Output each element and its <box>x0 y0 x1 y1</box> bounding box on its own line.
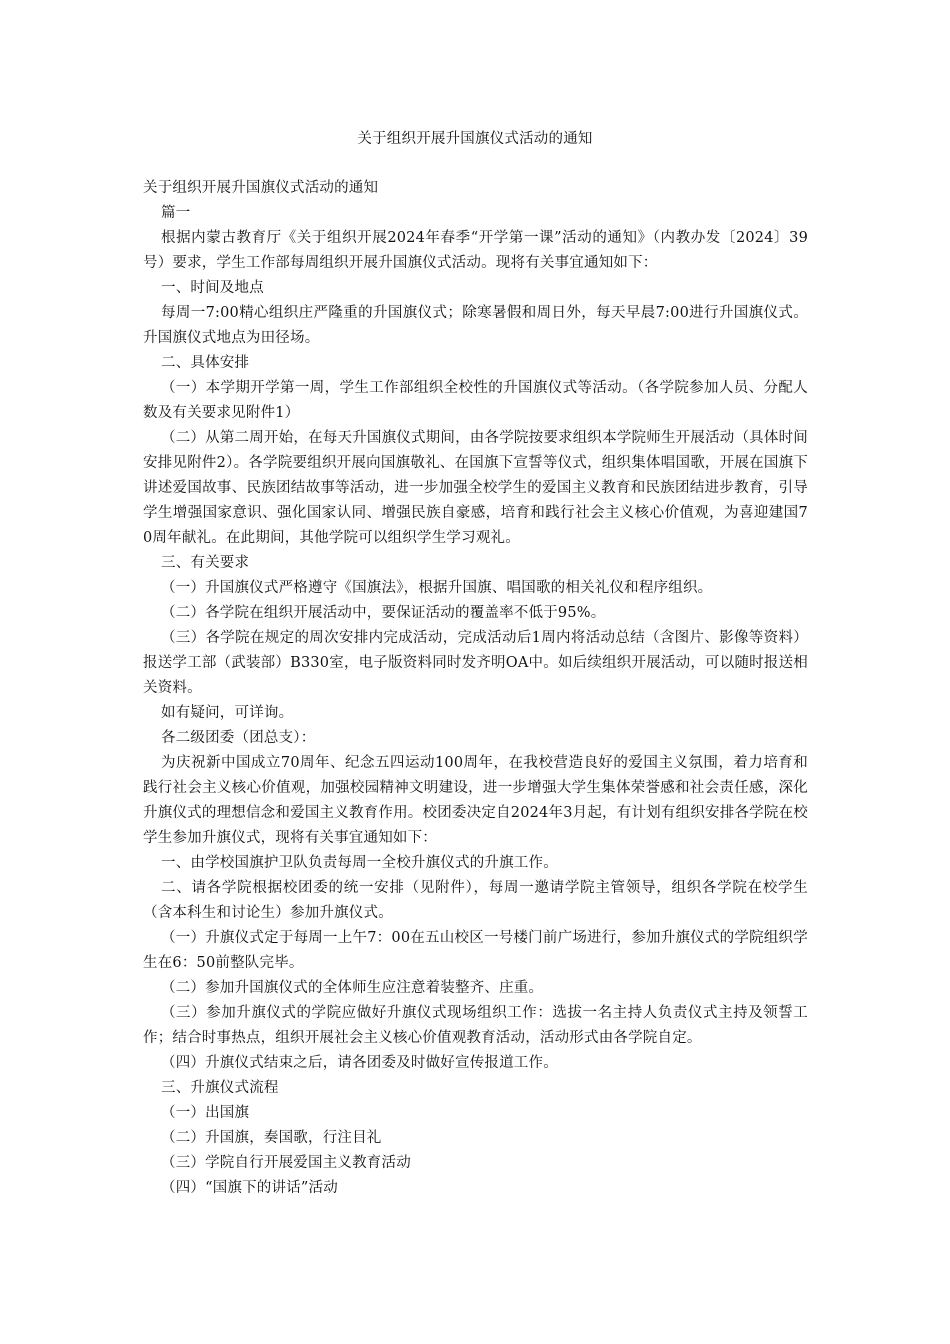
ceremony-item-4: （四）升旗仪式结束之后，请各团委及时做好宣传报道工作。 <box>161 1055 558 1071</box>
requirement-item-1: （一）升国旗仪式严格遵守《国旗法》，根据升国旗、唱国歌的相关礼仪和程序组织。 <box>161 580 713 596</box>
college-arrangement-line: 二、请各学院根据校团委的统一安排（见附件），每周一邀请学院主管领导，组织各学院在校学生（含本科生和讨论生）参加升旗仪式。 <box>143 880 808 921</box>
requirement-item-3: （三）各学院在规定的周次安排内完成活动，完成活动后1周内将活动总结（含图片、影像等资料）报送学工部（武装部）B330室，电子版资料同时发齐明OA中。如后续组织开展活动，可以随时报送相关资料。 <box>143 630 808 696</box>
requirement-item-2: （二）各学院在组织开展活动中，要保证活动的覆盖率不低于95%。 <box>161 605 606 621</box>
intro-paragraph: 根据内蒙古教育厅《关于组织开展2024年春季“开学第一课”活动的通知》（内教办发〔2024〕39号）要求，学生工作部每周组织开展升国旗仪式活动。现将有关事宜通知如下： <box>143 230 808 271</box>
procedure-step-3: （三）学院自行开展爱国主义教育活动 <box>161 1155 411 1171</box>
procedure-step-2: （二）升国旗，奏国歌，行注目礼 <box>161 1130 382 1146</box>
inquiry-line: 如有疑问，可详询。 <box>161 705 294 721</box>
arrangement-item-1: （一）本学期开学第一周，学生工作部组织全校性的升国旗仪式等活动。（各学院参加人员、分配人数及有关要求见附件1） <box>143 380 808 421</box>
document-title: 关于组织开展升国旗仪式活动的通知 <box>357 131 593 147</box>
league-intro-paragraph: 为庆祝新中国成立70周年、纪念五四运动100周年，在我校营造良好的爱国主义氛围，着力培育和践行社会主义核心价值观，加强校园精神文明建设，进一步增强大学生集体荣誉感和社会责任感，深化升旗仪式的理想信念和爱国主义教育作用。校团委决定自2024年3月起，有计划有组织安排各学院在校学生参加升旗仪式，现将有关事宜通知如下： <box>143 755 808 846</box>
section-label-pian-yi: 篇一 <box>161 205 191 221</box>
salutation-line: 各二级团委（团总支）： <box>161 730 316 746</box>
body-heading: 关于组织开展升国旗仪式活动的通知 <box>143 180 379 196</box>
procedure-step-4: （四）“国旗下的讲话”活动 <box>161 1180 338 1196</box>
flag-guard-line: 一、由学校国旗护卫队负责每周一全校升旗仪式的升旗工作。 <box>161 855 558 871</box>
ceremony-item-1: （一）升旗仪式定于每周一上午7：00在五山校区一号楼门前广场进行，参加升旗仪式的学院组织学生在6：50前整队完毕。 <box>143 930 808 971</box>
arrangement-item-2: （二）从第二周开始，在每天升国旗仪式期间，由各学院按要求组织本学院师生开展活动（具体时间安排见附件2）。各学院要组织开展向国旗敬礼、在国旗下宣誓等仪式，组织集体唱国歌，开展在国旗下讲述爱国故事、民族团结故事等活动，进一步加强全校学生的爱国主义教育和民族团结进步教育，引导学生增强国家意识、强化国家认同、增强民族自豪感，培育和践行社会主义核心价值观，为喜迎建国70周年献礼。在此期间，其他学院可以组织学生学习观礼。 <box>143 430 808 546</box>
section-heading-arrangement: 二、具体安排 <box>161 355 250 371</box>
section-heading-requirements: 三、有关要求 <box>161 555 250 571</box>
section-heading-time-location: 一、时间及地点 <box>161 280 264 296</box>
section-heading-procedure: 三、升旗仪式流程 <box>161 1080 279 1096</box>
procedure-step-1: （一）出国旗 <box>161 1105 250 1121</box>
document-body <box>143 176 808 1201</box>
ceremony-item-3: （三）参加升旗仪式的学院应做好升旗仪式现场组织工作：选拔一名主持人负责仪式主持及领誓工作；结合时事热点，组织开展社会主义核心价值观教育活动，活动形式由各学院自定。 <box>143 1005 808 1046</box>
ceremony-item-2: （二）参加升国旗仪式的全体师生应注意着装整齐、庄重。 <box>161 980 544 996</box>
time-location-paragraph: 每周一7:00精心组织庄严隆重的升国旗仪式；除寒暑假和周日外，每天早晨7:00进行升国旗仪式。升国旗仪式地点为田径场。 <box>143 305 808 346</box>
